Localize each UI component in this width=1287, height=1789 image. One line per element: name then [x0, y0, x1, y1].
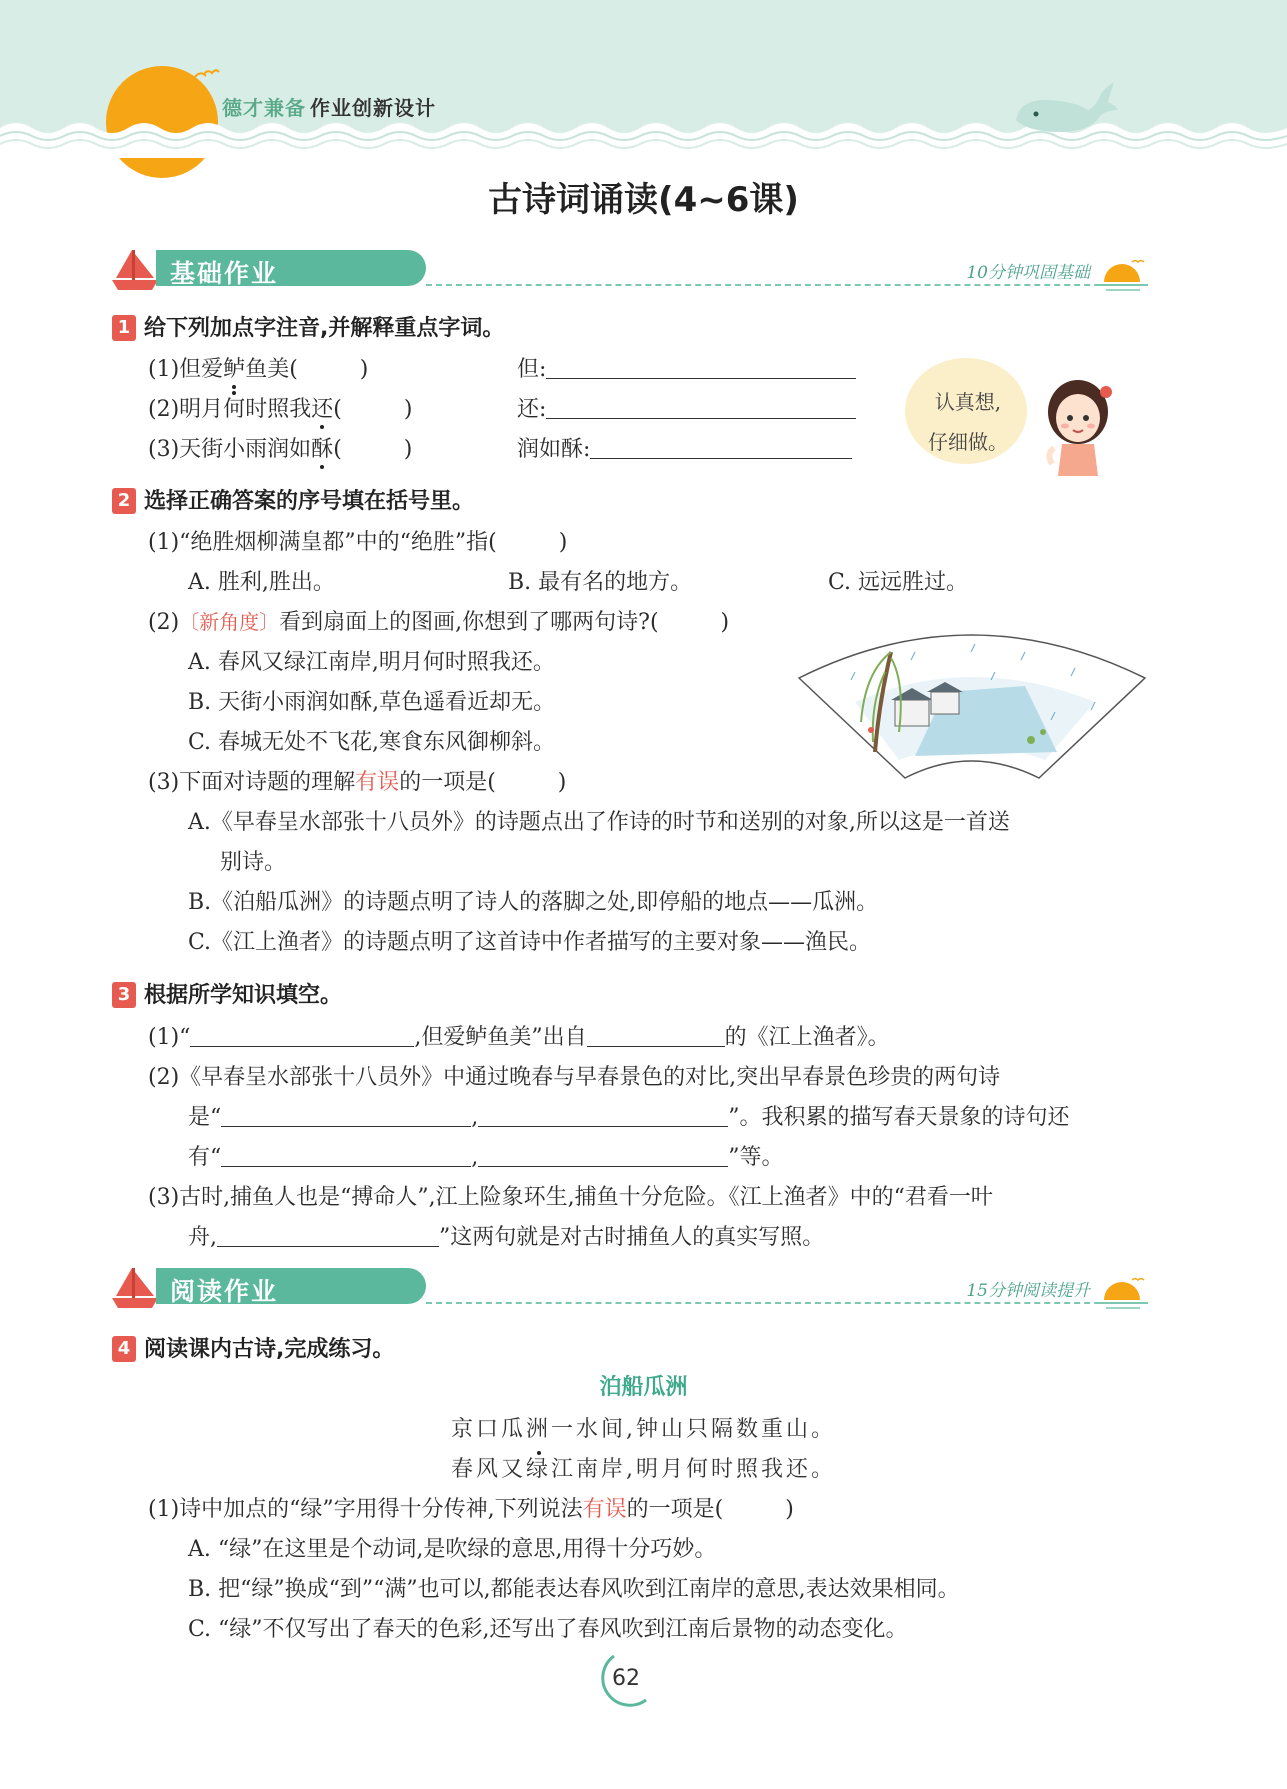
q3-text: 舟,: [188, 1225, 217, 1250]
section-time-tip: 10分钟巩固基础: [966, 263, 1090, 283]
q3-line-4: [188, 1140, 784, 1171]
dotted-char: 鲈: [223, 357, 246, 382]
answer-blank[interactable]: [587, 1026, 725, 1047]
question-text: 根据所学知识填空。: [144, 983, 343, 1008]
q1-text: (3)天街小雨润如: [148, 437, 312, 462]
answer-blank[interactable]: [478, 1106, 728, 1127]
brand-label: [222, 92, 436, 121]
poem-line-2: [0, 1452, 1287, 1483]
section-time-tip: 15分钟阅读提升: [966, 1281, 1090, 1301]
sailboat-icon: [110, 248, 160, 292]
q1-term-3: [517, 432, 852, 463]
q3-text: ”。我积累的描写春天景象的诗句还: [728, 1105, 1070, 1130]
q1-text: 鱼美(: [245, 357, 298, 382]
question-number: 4: [112, 1336, 136, 1362]
q4-text: ): [785, 1497, 794, 1522]
q1-item-3: [148, 432, 412, 463]
q3-line-2: (2)《早春呈水部张十八员外》中通过晚春与早春景色的对比,突出早春景色珍贵的两句诗: [148, 1065, 1001, 1090]
question-2-stem: [112, 484, 474, 515]
sunset-icon: [1096, 1274, 1150, 1310]
section-divider: [426, 1302, 1140, 1304]
q2-sub-2: [148, 605, 729, 636]
q2-option-continued: 别诗。: [220, 850, 287, 875]
q1-text: 时照我: [245, 397, 312, 422]
dotted-char: 酥: [311, 437, 334, 462]
q3-text: ,: [471, 1105, 479, 1130]
q4-text: 的一项是(: [626, 1497, 724, 1522]
q2-option[interactable]: A.《早春呈水部张十八员外》的诗题点出了作诗的时节和送别的对象,所以这是一首送: [188, 810, 1010, 835]
new-angle-tag: 〔新角度〕: [179, 610, 280, 634]
q2-sub-3: [148, 765, 566, 796]
bird-icon: [180, 66, 220, 88]
q2-option[interactable]: B.《泊船瓜洲》的诗题点明了诗人的落脚之处,即停船的地点——瓜洲。: [188, 890, 879, 915]
brand-green: 德才兼备: [222, 96, 306, 120]
q1-text: ): [403, 437, 413, 462]
q2-text: (1)“绝胜烟柳满皇都”中的“绝胜”指(: [148, 530, 497, 555]
q3-text: 是“: [188, 1105, 222, 1130]
term-label: 但:: [517, 357, 547, 382]
question-4-stem: [112, 1332, 394, 1363]
answer-blank[interactable]: [546, 398, 856, 419]
q1-text: (2)明月: [148, 397, 224, 422]
poem-title: 泊船瓜洲: [599, 1375, 688, 1400]
whale-icon: [1010, 76, 1120, 138]
q2-option[interactable]: B. 天街小雨润如酥,草色遥看近却无。: [188, 690, 556, 715]
page-title: 古诗词诵读(4~6课): [488, 180, 799, 220]
q2-option[interactable]: C. 远远胜过。: [828, 570, 969, 595]
q3-text: 的《江上渔者》。: [724, 1025, 890, 1050]
page-number: 62: [612, 1666, 640, 1691]
bubble-line: 认真想,: [934, 390, 1002, 414]
section-header-reading: [110, 1264, 1150, 1310]
term-label: 还:: [517, 397, 547, 422]
q2-sub-1: [148, 525, 567, 556]
q1-text: (1)但爱: [148, 357, 224, 382]
q2-text: (3)下面对诗题的理解: [148, 770, 356, 795]
q3-text: ,但爱鲈鱼美”出自: [414, 1025, 587, 1050]
answer-blank[interactable]: [217, 1226, 439, 1247]
question-3-stem: [112, 978, 342, 1009]
girl-illustration: [1038, 374, 1120, 478]
question-text: 给下列加点字注音,并解释重点字词。: [144, 316, 505, 341]
q2-option[interactable]: B. 最有名的地方。: [508, 570, 693, 595]
bubble-line: 仔细做。: [928, 430, 1008, 454]
dotted-char: 还: [311, 397, 334, 422]
q4-text: (1)诗中加点的“绿”字用得十分传神,下列说法: [148, 1497, 583, 1522]
q3-line-6: [188, 1220, 824, 1251]
q1-text: ): [403, 397, 413, 422]
question-text: 阅读课内古诗,完成练习。: [144, 1337, 395, 1362]
answer-blank[interactable]: [190, 1026, 414, 1047]
fan-painting-image: [795, 612, 1149, 786]
question-1-stem: [112, 311, 504, 342]
q3-text: ,: [471, 1145, 479, 1170]
q1-text: (: [333, 437, 342, 462]
poem-line-1: 京口瓜洲一水间,钟山只隔数重山。: [451, 1417, 836, 1442]
q2-option[interactable]: A. 胜利,胜出。: [188, 570, 335, 595]
q3-line-3: [188, 1100, 1070, 1131]
answer-blank[interactable]: [546, 358, 856, 379]
q1-term-2: [517, 392, 856, 423]
q3-text: ”等。: [728, 1145, 784, 1170]
dotted-char: 绿: [526, 1457, 552, 1482]
q1-item-1: [148, 352, 368, 383]
answer-blank[interactable]: [478, 1146, 728, 1167]
q2-option[interactable]: A. 春风又绿江南岸,明月何时照我还。: [188, 650, 555, 675]
q2-text: 的一项是(: [399, 770, 496, 795]
q2-text: ): [557, 770, 567, 795]
q3-line-5: (3)古时,捕鱼人也是“搏命人”,江上险象环生,捕鱼十分危险。《江上渔者》中的“君看一叶: [148, 1185, 993, 1210]
dotted-char: 何: [223, 397, 246, 422]
q3-line-1: [148, 1020, 890, 1051]
question-number: 1: [112, 315, 136, 341]
sailboat-icon: [110, 1266, 160, 1310]
q2-text: ): [720, 610, 730, 635]
q1-text: ): [359, 357, 369, 382]
q2-option[interactable]: C. 春城无处不飞花,寒食东风御柳斜。: [188, 730, 556, 755]
section-title: 基础作业: [170, 259, 279, 288]
q3-text: 有“: [188, 1145, 222, 1170]
q4-option[interactable]: A. “绿”在这里是个动词,是吹绿的意思,用得十分巧妙。: [188, 1537, 717, 1562]
poem-text: 春风又: [450, 1457, 526, 1482]
poem-text: 江南岸,明月何时照我还。: [551, 1457, 837, 1482]
q1-item-2: [148, 392, 412, 423]
q1-term-1: [517, 352, 856, 383]
q4-option[interactable]: B. 把“绿”换成“到”“满”也可以,都能表达春风吹到江南岸的意思,表达效果相同。: [188, 1577, 960, 1602]
speech-bubble-text: [922, 382, 1014, 462]
section-header-basic: [110, 246, 1150, 292]
q4-option[interactable]: C. “绿”不仅写出了春天的色彩,还写出了春风吹到江南后景物的动态变化。: [188, 1617, 908, 1642]
emphasis-text: 有误: [355, 770, 400, 795]
q3-text: (1)“: [148, 1025, 191, 1050]
q4-sub-1: [148, 1492, 794, 1523]
q2-text: (2): [148, 610, 180, 635]
answer-blank[interactable]: [221, 1106, 471, 1127]
q1-text: (: [333, 397, 342, 422]
answer-blank[interactable]: [590, 438, 852, 459]
question-number: 3: [112, 982, 136, 1008]
section-title: 阅读作业: [170, 1277, 279, 1306]
question-number: 2: [112, 488, 136, 514]
q2-text: 看到扇面上的图画,你想到了哪两句诗?(: [279, 610, 659, 635]
q2-text: ): [558, 530, 568, 555]
question-text: 选择正确答案的序号填在括号里。: [144, 489, 475, 514]
answer-blank[interactable]: [221, 1146, 471, 1167]
brand-black: 作业创新设计: [310, 96, 436, 120]
q3-text: ”这两句就是对古时捕鱼人的真实写照。: [439, 1225, 825, 1250]
emphasis-text: 有误: [582, 1497, 627, 1522]
section-divider: [426, 284, 1140, 286]
sunset-icon: [1096, 256, 1150, 292]
q2-option[interactable]: C.《江上渔者》的诗题点明了这首诗中作者描写的主要对象——渔民。: [188, 930, 872, 955]
term-label: 润如酥:: [517, 437, 591, 462]
